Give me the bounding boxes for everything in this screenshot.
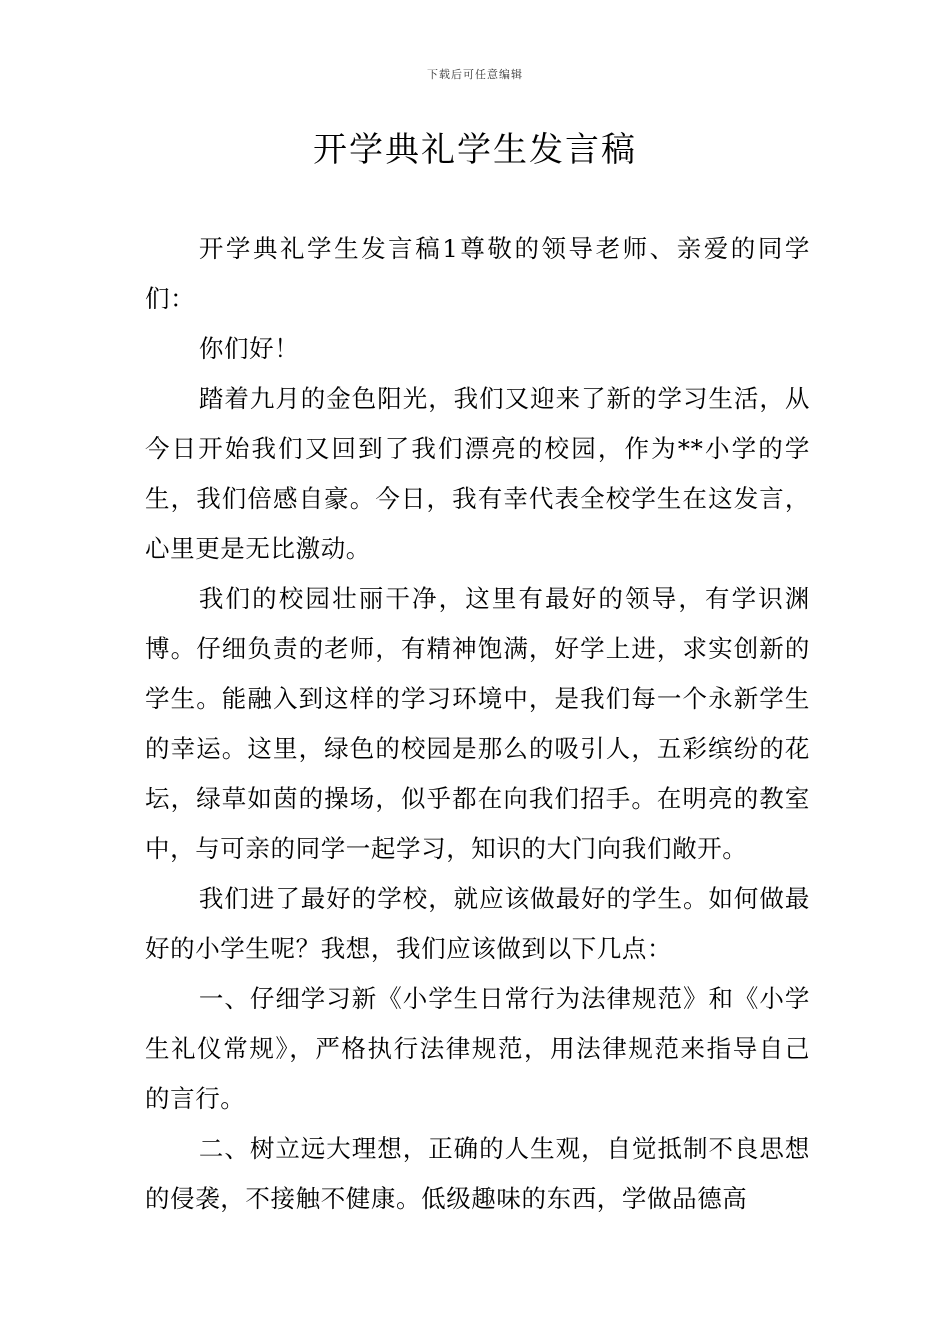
paragraph-greeting: 开学典礼学生发言稿1尊敬的领导老师、亲爱的同学们：	[145, 234, 810, 313]
paragraph-intro: 踏着九月的金色阳光，我们又迎来了新的学习生活，从今日开始我们又回到了我们漂亮的校园，作为**小学的学生，我们倍感自豪。今日，我有幸代表全校学生在这发言，心里更是无比激动。	[145, 384, 810, 563]
paragraph-campus: 我们的校园壮丽干净，这里有最好的领导，有学识渊博。仔细负责的老师，有精神饱满，好学上进，求实创新的学生。能融入到这样的学习环境中，是我们每一个永新学生的幸运。这里，绿色的校园是那么的吸引人，五彩缤纷的花坛，绿草如茵的操场，似乎都在向我们招手。在明亮的教室中，与可亲的同学一起学习，知识的大门向我们敞开。	[145, 584, 810, 863]
paragraph-goal: 我们进了最好的学校，就应该做最好的学生。如何做最好的小学生呢？我想，我们应该做到以下几点：	[145, 884, 810, 963]
document-body	[145, 224, 810, 1224]
paragraph-point-one: 一、仔细学习新《小学生日常行为法律规范》和《小学生礼仪常规》，严格执行法律规范，用法律规范来指导自己的言行。	[145, 984, 810, 1113]
paragraph-hello: 你们好！	[198, 334, 300, 363]
document-title: 开学典礼学生发言稿	[313, 130, 637, 170]
header-note: 下载后可任意编辑	[427, 68, 523, 81]
paragraph-point-two: 二、树立远大理想，正确的人生观，自觉抵制不良思想的侵袭，不接触不健康。低级趣味的东西，学做品德高	[145, 1134, 810, 1213]
